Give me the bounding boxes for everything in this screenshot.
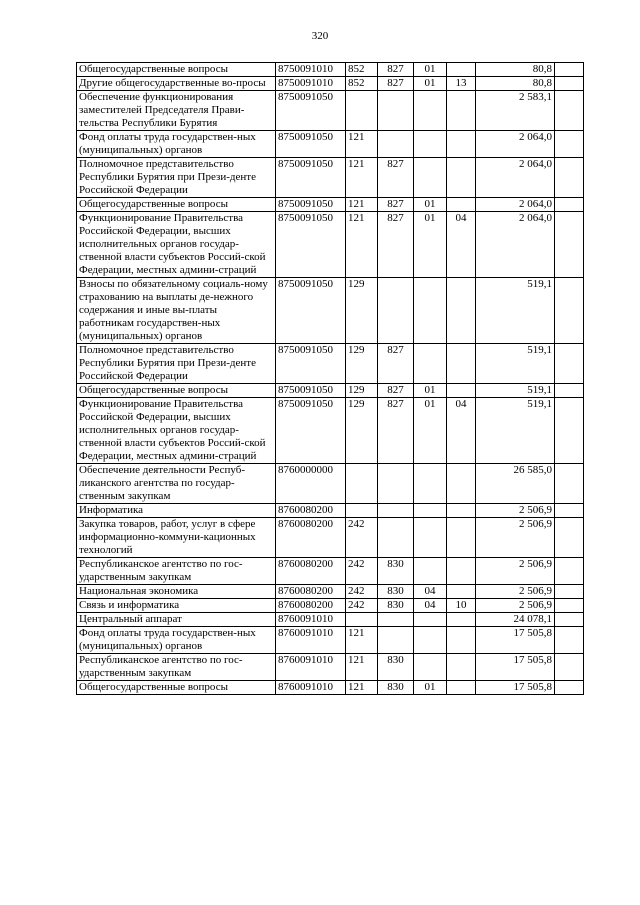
cell-subsection [447,613,476,627]
cell-extra [555,654,584,681]
cell-name: Общегосударственные вопросы [77,384,276,398]
cell-section: 01 [414,198,447,212]
cell-extra [555,613,584,627]
cell-amount: 2 506,9 [476,599,555,613]
cell-target-article: 8760080200 [276,585,346,599]
cell-extra [555,198,584,212]
cell-name: Фонд оплаты труда государствен-ных (муниципальных) органов [77,131,276,158]
cell-amount: 24 078,1 [476,613,555,627]
cell-subsection [447,344,476,384]
cell-target-article: 8760080200 [276,518,346,558]
cell-amount: 2 064,0 [476,158,555,198]
cell-amount: 17 505,8 [476,627,555,654]
cell-department-code [378,518,414,558]
cell-name: Центральный аппарат [77,613,276,627]
cell-name: Функционирование Правительства Российской Федерации, высших исполнительных органов государ-ственной власти субъектов Россий-ской Федерации, местных админи-страций [77,398,276,464]
cell-section [414,504,447,518]
cell-expense-type: 129 [346,344,378,384]
cell-name: Республиканское агентство по гос-ударственным закупкам [77,558,276,585]
cell-department-code: 830 [378,585,414,599]
cell-extra [555,464,584,504]
cell-expense-type [346,464,378,504]
cell-expense-type: 121 [346,198,378,212]
cell-department-code: 827 [378,212,414,278]
cell-subsection [447,158,476,198]
cell-subsection [447,91,476,131]
cell-target-article: 8760000000 [276,464,346,504]
cell-extra [555,398,584,464]
cell-section: 01 [414,63,447,77]
cell-name: Общегосударственные вопросы [77,681,276,695]
cell-expense-type: 242 [346,558,378,585]
cell-expense-type [346,613,378,627]
cell-amount: 26 585,0 [476,464,555,504]
cell-name: Связь и информатика [77,599,276,613]
cell-target-article: 8760080200 [276,504,346,518]
cell-extra [555,344,584,384]
table-row [77,558,584,585]
cell-extra [555,278,584,344]
table-row [77,63,584,77]
cell-department-code: 827 [378,384,414,398]
cell-target-article: 8750091050 [276,91,346,131]
cell-target-article: 8760091010 [276,613,346,627]
cell-department-code: 827 [378,398,414,464]
cell-target-article: 8750091050 [276,212,346,278]
cell-name: Общегосударственные вопросы [77,198,276,212]
cell-target-article: 8750091050 [276,158,346,198]
cell-expense-type: 121 [346,654,378,681]
cell-subsection [447,558,476,585]
cell-extra [555,504,584,518]
table-row [77,77,584,91]
cell-extra [555,627,584,654]
cell-target-article: 8760091010 [276,627,346,654]
cell-expense-type: 242 [346,599,378,613]
table-row [77,198,584,212]
cell-amount: 519,1 [476,398,555,464]
cell-name: Полномочное представительство Республики Бурятия при Прези-денте Российской Федерации [77,344,276,384]
table-row [77,344,584,384]
page-number: 320 [311,30,329,42]
cell-target-article: 8760091010 [276,681,346,695]
cell-expense-type: 121 [346,627,378,654]
cell-section: 04 [414,599,447,613]
cell-target-article: 8750091050 [276,344,346,384]
cell-section [414,613,447,627]
cell-amount: 2 064,0 [476,212,555,278]
cell-target-article: 8750091050 [276,384,346,398]
cell-subsection [447,681,476,695]
cell-section: 04 [414,585,447,599]
cell-subsection: 13 [447,77,476,91]
cell-section [414,278,447,344]
table-row [77,398,584,464]
cell-extra [555,518,584,558]
table-row [77,627,584,654]
cell-extra [555,212,584,278]
cell-subsection [447,384,476,398]
cell-department-code: 830 [378,599,414,613]
cell-target-article: 8750091050 [276,278,346,344]
table-row [77,384,584,398]
cell-extra [555,158,584,198]
cell-department-code: 827 [378,158,414,198]
cell-extra [555,63,584,77]
cell-section: 01 [414,384,447,398]
cell-section [414,344,447,384]
cell-subsection [447,278,476,344]
cell-target-article: 8760091010 [276,654,346,681]
cell-name: Функционирование Правительства Российской Федерации, высших исполнительных органов государ-ственной власти субъектов Россий-ской Федерации, местных админи-страций [77,212,276,278]
cell-department-code [378,627,414,654]
cell-subsection [447,518,476,558]
table-row [77,599,584,613]
cell-name: Общегосударственные вопросы [77,63,276,77]
cell-expense-type: 852 [346,77,378,91]
cell-subsection [447,198,476,212]
cell-target-article: 8750091050 [276,398,346,464]
cell-name: Закупка товаров, работ, услуг в сфере информационно-коммуни-кационных технологий [77,518,276,558]
cell-section [414,558,447,585]
cell-department-code [378,131,414,158]
table-row [77,585,584,599]
cell-name: Обеспечение функционирования заместителей Председателя Прави-тельства Республики Бурятия [77,91,276,131]
cell-department-code [378,278,414,344]
cell-name: Фонд оплаты труда государствен-ных (муниципальных) органов [77,627,276,654]
cell-extra [555,91,584,131]
cell-name: Другие общегосударственные во-просы [77,77,276,91]
table-row [77,158,584,198]
cell-department-code: 827 [378,198,414,212]
cell-extra [555,599,584,613]
table-row [77,681,584,695]
cell-amount: 2 064,0 [476,198,555,212]
table-row [77,278,584,344]
cell-target-article: 8750091010 [276,77,346,91]
cell-amount: 2 506,9 [476,518,555,558]
cell-extra [555,558,584,585]
cell-department-code: 827 [378,63,414,77]
cell-expense-type: 121 [346,212,378,278]
table-row [77,613,584,627]
cell-name: Информатика [77,504,276,518]
cell-amount: 80,8 [476,63,555,77]
cell-section: 01 [414,681,447,695]
cell-section [414,627,447,654]
cell-amount: 519,1 [476,278,555,344]
cell-target-article: 8750091050 [276,131,346,158]
cell-department-code: 827 [378,77,414,91]
table-row [77,131,584,158]
cell-name: Взносы по обязательному социаль-ному страхованию на выплаты де-нежного содержания и иные вы-платы работникам государствен-ных (муниципальных) органов [77,278,276,344]
cell-amount: 2 506,9 [476,504,555,518]
cell-expense-type: 121 [346,158,378,198]
cell-subsection [447,627,476,654]
budget-table [76,62,584,695]
cell-name: Национальная экономика [77,585,276,599]
cell-subsection [447,585,476,599]
cell-expense-type [346,91,378,131]
cell-target-article: 8750091010 [276,63,346,77]
cell-expense-type: 121 [346,681,378,695]
cell-extra [555,585,584,599]
cell-expense-type: 121 [346,131,378,158]
cell-subsection: 04 [447,398,476,464]
cell-subsection [447,131,476,158]
cell-section [414,91,447,131]
cell-subsection [447,654,476,681]
cell-target-article: 8750091050 [276,198,346,212]
cell-amount: 2 583,1 [476,91,555,131]
table-body [77,63,584,695]
cell-department-code: 830 [378,654,414,681]
cell-expense-type: 129 [346,278,378,344]
cell-name: Полномочное представительство Республики Бурятия при Прези-денте Российской Федерации [77,158,276,198]
cell-department-code: 830 [378,558,414,585]
cell-expense-type: 852 [346,63,378,77]
cell-amount: 17 505,8 [476,654,555,681]
cell-expense-type: 129 [346,398,378,464]
cell-name: Республиканское агентство по гос-ударственным закупкам [77,654,276,681]
cell-department-code [378,91,414,131]
cell-subsection [447,464,476,504]
cell-section [414,464,447,504]
cell-amount: 2 506,9 [476,585,555,599]
cell-subsection: 10 [447,599,476,613]
cell-amount: 519,1 [476,344,555,384]
table-row [77,518,584,558]
cell-name: Обеспечение деятельности Респуб-ликанского агентства по государ-ственным закупкам [77,464,276,504]
cell-target-article: 8760080200 [276,599,346,613]
cell-department-code: 830 [378,681,414,695]
cell-department-code [378,613,414,627]
cell-amount: 2 064,0 [476,131,555,158]
cell-section: 01 [414,398,447,464]
cell-amount: 2 506,9 [476,558,555,585]
cell-target-article: 8760080200 [276,558,346,585]
cell-amount: 519,1 [476,384,555,398]
cell-subsection [447,63,476,77]
cell-expense-type: 242 [346,518,378,558]
table-row [77,654,584,681]
cell-department-code [378,464,414,504]
cell-department-code [378,504,414,518]
cell-subsection [447,504,476,518]
cell-section [414,518,447,558]
cell-amount: 80,8 [476,77,555,91]
table-row [77,212,584,278]
cell-extra [555,77,584,91]
table-row [77,464,584,504]
cell-section [414,131,447,158]
cell-section: 01 [414,212,447,278]
cell-section: 01 [414,77,447,91]
cell-subsection: 04 [447,212,476,278]
cell-extra [555,681,584,695]
table-row [77,504,584,518]
cell-extra [555,384,584,398]
cell-expense-type: 242 [346,585,378,599]
cell-amount: 17 505,8 [476,681,555,695]
cell-department-code: 827 [378,344,414,384]
cell-section [414,654,447,681]
cell-expense-type: 129 [346,384,378,398]
cell-expense-type [346,504,378,518]
cell-extra [555,131,584,158]
table-row [77,91,584,131]
cell-section [414,158,447,198]
